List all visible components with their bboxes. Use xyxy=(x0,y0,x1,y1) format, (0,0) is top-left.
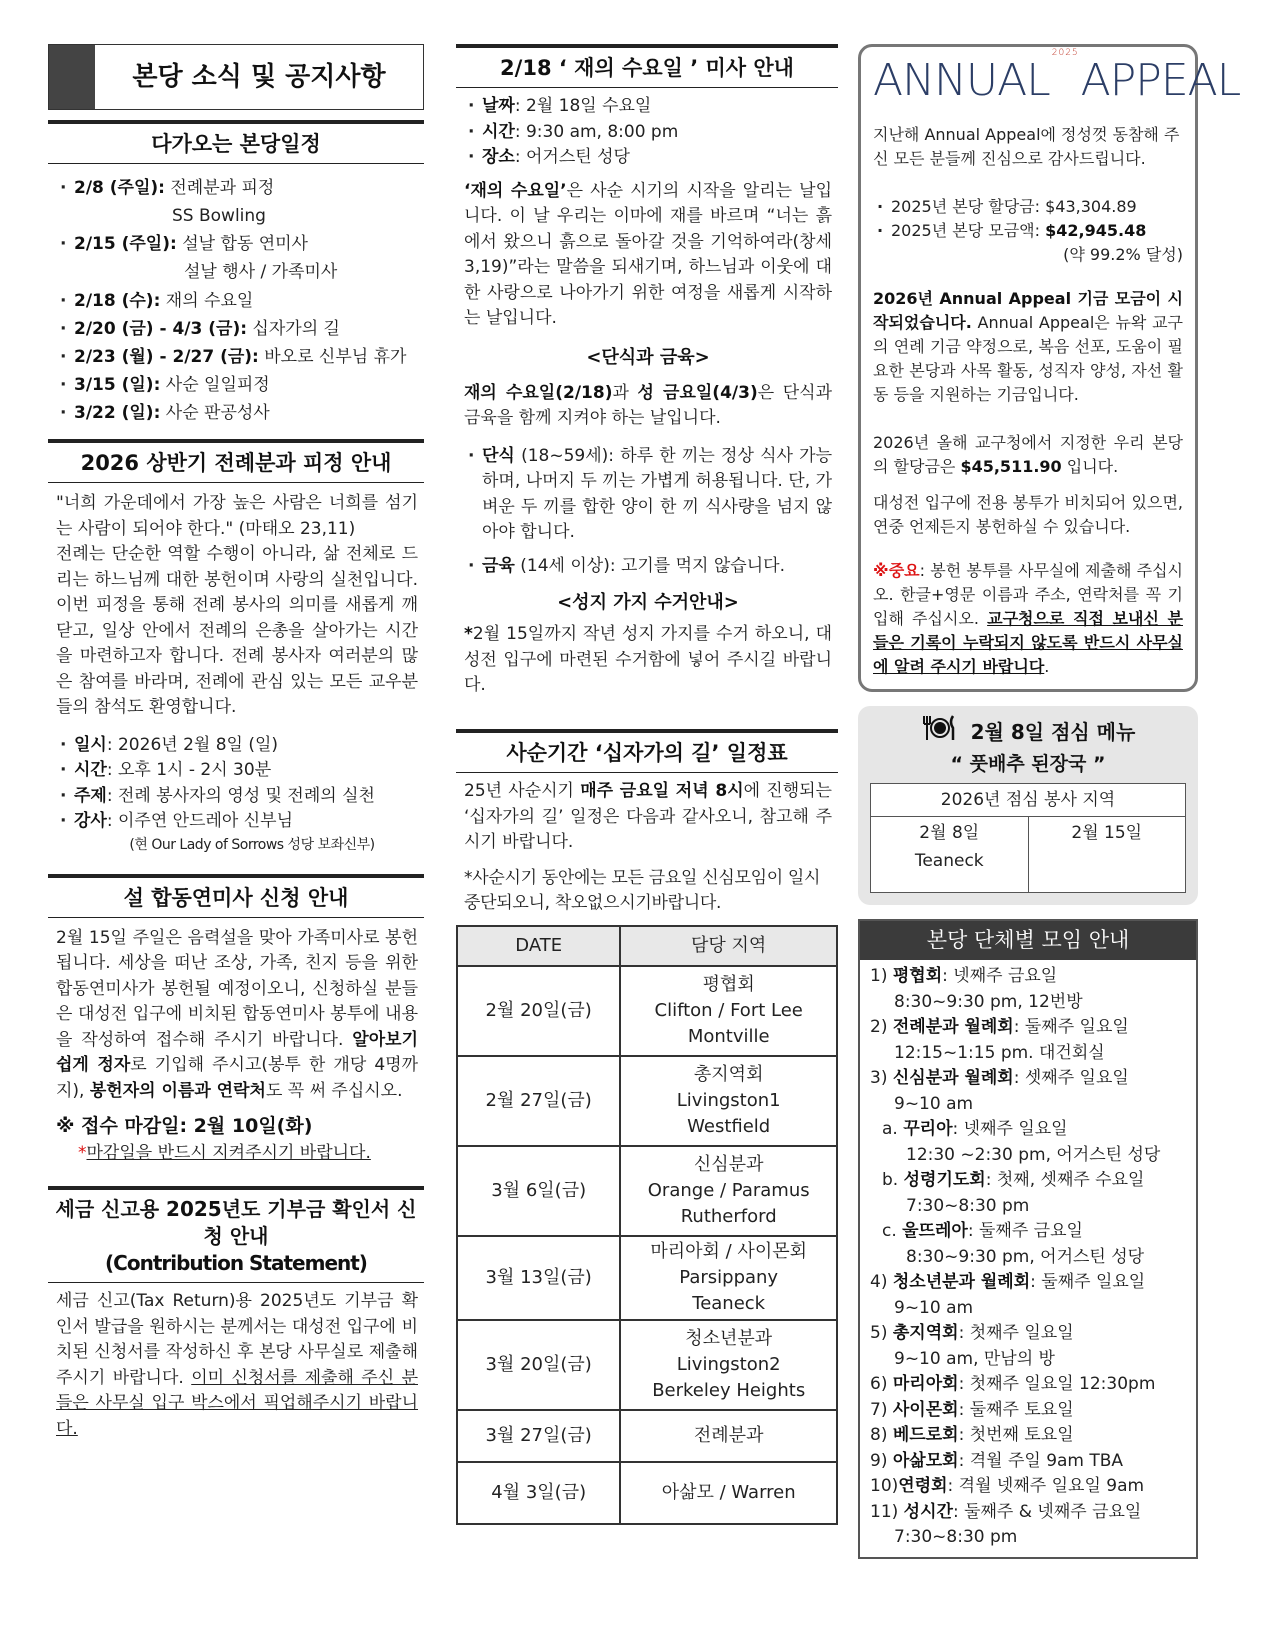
table-row xyxy=(457,1056,837,1146)
fast-intro xyxy=(464,381,832,432)
schedule-date: 2/15 (주일): xyxy=(74,234,177,255)
table-row xyxy=(457,1146,837,1236)
group-item xyxy=(870,1117,1188,1143)
detail-label: 장소 xyxy=(482,147,515,168)
deadline-note-text: 마감일을 반드시 지켜주시기 바랍니다. xyxy=(86,1142,371,1163)
logo-year: 2025 xyxy=(1051,48,1079,59)
detail-label: 시간 xyxy=(482,121,515,142)
schedule-date: 3/15 (일): xyxy=(74,374,161,395)
page-title: 본당 소식 및 공지사항 xyxy=(132,61,386,92)
fast-rules xyxy=(464,444,832,580)
main-title-box xyxy=(48,44,424,110)
list-item xyxy=(56,315,418,343)
group-number: c. xyxy=(882,1221,903,1242)
appeal-p3 xyxy=(873,431,1183,479)
appeal-p5-text: : 봉헌 봉투를 사무실에 제출해 주십시오. 한글+영문 이름과 주소, 연락처를 꼭 기입해 주십시오. xyxy=(873,561,1184,628)
ash-title: 2/18 ‘ 재의 수요일 ’ 미사 안내 xyxy=(456,44,838,88)
raised-label: 2025년 본당 모금액: xyxy=(891,221,1046,240)
area-line: 아삶모 / Warren xyxy=(661,1481,796,1503)
col-area-header: 담당 지역 xyxy=(620,926,837,966)
group-time: : 둘째주 일요일 xyxy=(1013,1017,1129,1038)
lecturer-note: (현 Our Lady of Sorrows 성당 보좌신부) xyxy=(129,836,375,853)
memorial-title: 설 합동연미사 신청 안내 xyxy=(48,874,424,918)
tax-section xyxy=(48,1186,424,1442)
row-area xyxy=(620,1410,837,1462)
group-time: : 첫째, 셋째주 수요일 xyxy=(985,1170,1145,1191)
memorial-text-1: 2월 15일 주일은 음력설을 맞아 가족미사로 봉헌됩니다. 세상을 떠난 조상, 가족, 친지 등을 위한 합동연미사가 봉헌될 예정이오니, 신청하실 분들은 대성전 입구에 비치된 합동연미사 봉투에 내용을 작성하여 접수해 주시기 바랍니다. xyxy=(56,927,418,1050)
group-item xyxy=(870,1219,1188,1245)
memorial-section xyxy=(48,874,424,1167)
group-item-detail: 12:30 ~2:30 pm, 어거스틴 성당 xyxy=(906,1144,1161,1165)
fast-title: <단식과 금육> xyxy=(586,346,710,368)
group-number: 6) xyxy=(870,1374,893,1395)
appeal-p2-text: Annual Appeal은 뉴왁 교구의 연례 기금 약정으로, 복음 선포, 도움이 필요한 본당과 사목 활동, 성직자 양성, 자선 활동 등을 지원하는 기금입니다. xyxy=(873,313,1183,404)
meat-rule xyxy=(464,554,832,580)
memorial-deadline: ※ 접수 마감일: 2월 10일(화) xyxy=(56,1115,313,1138)
appeal-p5-underline: 교구청으로 직접 보내신 분들은 기록이 누락되지 않도록 반드시 사무실에 알려 주시기 바랍니다 xyxy=(873,609,1183,676)
table-row xyxy=(457,1236,837,1320)
list-item xyxy=(56,733,418,759)
group-time: : 둘째주 & 넷째주 금요일 xyxy=(952,1501,1142,1522)
lunch-menu-box xyxy=(858,706,1198,905)
title-bar-decoration xyxy=(49,45,95,109)
area-line: Livingston1 xyxy=(676,1089,781,1111)
group-name: 성시간 xyxy=(903,1501,953,1522)
group-item xyxy=(870,1398,1188,1424)
ash-details xyxy=(464,94,832,171)
table-row xyxy=(457,966,837,1056)
group-number: 10) xyxy=(870,1476,899,1497)
service-date-1: 2월 8일 xyxy=(919,822,980,843)
service-cell-2 xyxy=(1028,816,1186,892)
ash-intro-text: 은 사순 시기의 시작을 알리는 날입니다. 이 날 우리는 이마에 재를 바르며 “너는 흙에서 왔으니 흙으로 돌아갈 것을 기억하여라(창세3,19)”라는 말씀을 되새기며, 하느님과 이웃에 대한 사랑으로 나아가기 위한 여정을 새롭게 시작하는 날입니다. xyxy=(464,180,832,329)
schedule-date: 3/22 (일): xyxy=(74,402,161,423)
memorial-bold-2: 봉헌자의 이름과 연락처 xyxy=(89,1080,266,1101)
row-area xyxy=(620,966,837,1056)
detail-label: 일시 xyxy=(74,734,107,755)
appeal-p3-text: 2026년 올해 교구청에서 지정한 우리 본당의 할당금은 xyxy=(873,433,1183,476)
group-item xyxy=(870,1423,1188,1449)
schedule-event-2: SS Bowling xyxy=(172,206,266,227)
tax-underline-text: 이미 신청서를 제출해 주신 분들은 사무실 입구 박스에서 픽업해주시기 바랍니다. xyxy=(56,1367,418,1439)
area-line: Berkeley Heights xyxy=(652,1379,806,1401)
lunch-service-table xyxy=(870,783,1186,893)
memorial-bold-1: 알아보기 쉽게 정자 xyxy=(56,1029,418,1076)
group-item-detail: 7:30~8:30 pm xyxy=(906,1195,1030,1216)
detail-value: : 2월 18일 수요일 xyxy=(514,96,652,117)
list-item xyxy=(464,94,832,120)
lunch-menu-title-text: 2월 8일 점심 메뉴 xyxy=(970,720,1136,744)
upcoming-title: 다가오는 본당일정 xyxy=(48,120,424,164)
stations-intro-bold: 매주 금요일 저녁 8시 xyxy=(580,781,744,802)
memorial-text-3: 도 꼭 써 주십시오. xyxy=(265,1080,403,1101)
asterisk: * xyxy=(78,1142,87,1163)
area-line: Clifton / Fort Lee xyxy=(654,999,803,1021)
appeal-figures xyxy=(873,195,1183,243)
group-item-detail: 9~10 am, 만남의 방 xyxy=(894,1348,1055,1369)
group-number: 1) xyxy=(870,966,893,987)
detail-value: : 이주연 안드레아 신부님 xyxy=(106,811,294,832)
stations-intro xyxy=(464,779,832,856)
list-item xyxy=(56,809,418,835)
detail-value: : 2026년 2월 8일 (일) xyxy=(106,734,279,755)
area-line: Livingston2 xyxy=(676,1353,781,1375)
row-date: 3월 20일(금) xyxy=(457,1320,620,1410)
palm-title: <성지 가지 수거안내> xyxy=(557,592,739,614)
row-area xyxy=(620,1236,837,1320)
list-item xyxy=(56,784,418,810)
schedule-event: 십자가의 길 xyxy=(252,318,340,339)
group-name: 전례분과 월례회 xyxy=(892,1017,1014,1038)
group-name: 꾸리아 xyxy=(903,1119,953,1140)
group-number: b. xyxy=(882,1170,904,1191)
raised-value: $42,945.48 xyxy=(1045,221,1147,240)
row-area xyxy=(620,1056,837,1146)
group-item-detail: 8:30~9:30 pm, 12번방 xyxy=(894,991,1083,1012)
list-item xyxy=(56,287,418,315)
schedule-date: 2/18 (수): xyxy=(74,290,161,311)
group-name: 울뜨레아 xyxy=(902,1221,968,1242)
appeal-percent: (약 99.2% 달성) xyxy=(1063,245,1183,264)
group-item xyxy=(870,1015,1188,1041)
group-item xyxy=(870,1168,1188,1194)
important-label: ※중요 xyxy=(873,561,920,580)
area-line: 총지역회 xyxy=(693,1063,764,1085)
row-date: 3월 27일(금) xyxy=(457,1410,620,1462)
palm-text: *2월 15일까지 작년 성지 가지를 수거 하오니, 대성전 입구에 마련된 수거함에 넣어 주시길 바랍니다. xyxy=(464,624,832,696)
group-time: : 격월 주일 9am TBA xyxy=(958,1450,1124,1471)
detail-value: : 9:30 am, 8:00 pm xyxy=(514,121,679,142)
table-header-row xyxy=(871,783,1186,816)
table-row xyxy=(457,1462,837,1524)
group-item xyxy=(870,964,1188,990)
schedule-event: 설날 합동 연미사 xyxy=(182,234,308,255)
row-date: 3월 6일(금) xyxy=(457,1146,620,1236)
group-item xyxy=(870,1500,1188,1526)
ash-intro-bold: ‘재의 수요일’ xyxy=(464,180,567,201)
appeal-thanks: 지난해 Annual Appeal에 정성껏 동참해 주신 모든 분들께 진심으로 감사드립니다. xyxy=(873,125,1180,168)
logo-left: ANNUAL xyxy=(873,55,1050,106)
group-item-detail: 8:30~9:30 pm, 어거스틴 성당 xyxy=(906,1246,1145,1267)
ash-section xyxy=(456,44,838,699)
appeal-p3-end: 입니다. xyxy=(1061,457,1119,476)
area-line: 청소년분과 xyxy=(685,1327,773,1349)
memorial-text-2: 로 기입해 주시고(봉투 한 개당 4명까지), xyxy=(56,1055,419,1101)
row-date: 2월 20일(금) xyxy=(457,966,620,1056)
area-line: 신심분과 xyxy=(693,1153,764,1175)
appeal-raised xyxy=(873,219,1183,243)
right-column xyxy=(858,44,1241,1559)
group-item-detail: 9~10 am xyxy=(894,1297,974,1318)
group-item-detail: 7:30~8:30 pm xyxy=(894,1527,1018,1548)
lunch-menu-title xyxy=(870,714,1186,750)
memorial-body xyxy=(56,926,418,1105)
group-time: : 첫째주 일요일 12:30pm xyxy=(958,1374,1156,1395)
dining-icon xyxy=(921,714,957,750)
area-line: Parsippany xyxy=(679,1266,779,1288)
list-item xyxy=(56,343,418,371)
table-row xyxy=(871,816,1186,892)
group-number: 9) xyxy=(870,1450,893,1471)
list-item xyxy=(56,399,418,427)
table-header-row xyxy=(457,926,837,966)
row-area xyxy=(620,1462,837,1524)
col-date-header: DATE xyxy=(457,926,620,966)
service-area-1: Teaneck xyxy=(914,850,984,871)
group-name: 마리아회 xyxy=(892,1374,959,1395)
group-item-detail: 9~10 am xyxy=(894,1093,974,1114)
row-date: 2월 27일(금) xyxy=(457,1056,620,1146)
upcoming-list xyxy=(48,164,424,426)
area-line: Orange / Paramus xyxy=(647,1179,810,1201)
row-date: 4월 3일(금) xyxy=(457,1462,620,1524)
tax-title-en: (Contribution Statement) xyxy=(105,1251,367,1276)
area-line: 전례분과 xyxy=(693,1424,764,1446)
annual-appeal-box xyxy=(858,44,1241,692)
groups-box xyxy=(858,919,1198,1559)
service-date-2: 2월 15일 xyxy=(1071,822,1143,843)
tax-title xyxy=(48,1186,424,1283)
area-line: Rutherford xyxy=(680,1205,777,1227)
group-time: : 넷째주 일요일 xyxy=(952,1119,1068,1140)
stations-section xyxy=(456,729,838,1525)
palm-body: 2월 15일까지 작년 성지 가지를 수거 하오니, 대성전 입구에 마련된 수거함에 넣어 주시길 바랍니다. xyxy=(464,624,832,696)
detail-label: 날짜 xyxy=(482,96,515,117)
group-time: : 첫째주 일요일 xyxy=(958,1323,1074,1344)
area-line: 평협회 xyxy=(702,973,755,995)
stations-title: 사순기간 ‘십자가의 길’ 일정표 xyxy=(456,729,838,773)
appeal-p4: 대성전 입구에 전용 봉투가 비치되어 있으면, 연중 언제든지 봉헌하실 수 있습니다. xyxy=(873,493,1183,536)
retreat-body: 전례는 단순한 역할 수행이 아니라, 삶 전체로 드리는 하느님께 대한 봉헌이며 사랑의 실천입니다. 이번 피정을 통해 전례 봉사의 의미를 새롭게 깨닫고, 일상 안에서 전례의 은총을 살아가는 시간을 마련하고자 합니다. 전례 봉사자 여러분의 많은 참여를 바라며, 전례에 관심 있는 모든 교우분들의 참석도 환영합니다. xyxy=(56,544,418,718)
fast-end: 은 단식과 금육을 함께 지켜야 하는 날입니다. xyxy=(464,382,833,429)
stations-table xyxy=(456,925,838,1525)
allocation-value: $43,304.89 xyxy=(1045,197,1137,216)
schedule-date: 2/23 (월) - 2/27 (금): xyxy=(74,346,259,367)
group-name: 총지역회 xyxy=(892,1323,959,1344)
list-item xyxy=(56,230,418,286)
group-name: 아삶모회 xyxy=(892,1450,959,1471)
group-item xyxy=(870,1474,1188,1500)
group-number: 4) xyxy=(870,1272,893,1293)
group-number: 2) xyxy=(870,1017,893,1038)
annual-appeal-logo xyxy=(873,48,1241,106)
service-cell-1 xyxy=(871,816,1029,892)
schedule-event: 바오로 신부님 휴가 xyxy=(264,346,407,367)
meat-label: 금육 xyxy=(482,555,515,576)
group-name: 사이몬회 xyxy=(892,1399,959,1420)
group-name: 평협회 xyxy=(892,966,943,987)
lunch-dish: “ 풋배추 된장국 ” xyxy=(950,753,1106,775)
group-time: : 첫번째 토요일 xyxy=(958,1425,1074,1446)
group-item xyxy=(870,1321,1188,1347)
meat-text: (14세 이상): 고기를 먹지 않습니다. xyxy=(514,555,785,576)
detail-value: : 어거스틴 성당 xyxy=(514,147,630,168)
schedule-event: 사순 일일피정 xyxy=(165,374,270,395)
logo-right: APPEAL xyxy=(1080,55,1241,106)
appeal-p2 xyxy=(873,287,1183,407)
group-item xyxy=(870,1372,1188,1398)
allocation-label: 2025년 본당 할당금: xyxy=(891,197,1046,216)
stations-intro-1: 25년 사순시기 xyxy=(464,781,581,802)
group-time: : 둘째주 토요일 xyxy=(958,1399,1074,1420)
detail-label: 강사 xyxy=(74,811,107,832)
group-name: 신심분과 월례회 xyxy=(892,1068,1014,1089)
appeal-p5-end: . xyxy=(1044,657,1050,676)
list-item xyxy=(464,145,832,171)
list-item xyxy=(56,371,418,399)
groups-list xyxy=(860,960,1196,1557)
schedule-event-2: 설날 행사 / 가족미사 xyxy=(184,262,338,283)
group-item-detail: 12:15~1:15 pm. 대건회실 xyxy=(894,1042,1105,1063)
fast-label: 단식 xyxy=(482,445,515,466)
group-number: 5) xyxy=(870,1323,893,1344)
appeal-p2-bold: 2026년 Annual Appeal 기금 모금이 시작되었습니다. xyxy=(873,289,1183,332)
fast-mid: 과 xyxy=(612,382,638,403)
detail-value: : 전례 봉사자의 영성 및 전례의 실천 xyxy=(106,785,375,806)
ash-intro xyxy=(464,179,832,332)
groups-title: 본당 단체별 모임 안내 xyxy=(860,921,1196,961)
upcoming-section xyxy=(48,120,424,427)
schedule-date: 2/20 (금) - 4/3 (금): xyxy=(74,318,248,339)
group-time: : 셋째주 일요일 xyxy=(1013,1068,1129,1089)
group-number: 7) xyxy=(870,1399,893,1420)
group-time: : 둘째주 일요일 xyxy=(1030,1272,1146,1293)
appeal-allocation xyxy=(873,195,1183,219)
service-table-header: 2026년 점심 봉사 지역 xyxy=(871,783,1186,816)
detail-label: 시간 xyxy=(74,760,107,781)
memorial-deadline-note xyxy=(56,1141,418,1167)
tax-text: 세금 신고(Tax Return)용 2025년도 기부금 확인서 발급을 원하시는 분께서는 대성전 입구에 비치된 신청서를 작성하신 후 본당 사무실로 제출해 주시기 바랍니다. xyxy=(56,1291,418,1388)
detail-label: 주제 xyxy=(74,785,107,806)
group-number: 8) xyxy=(870,1425,893,1446)
stations-intro-2: 에 진행되는 ‘십자가의 길’ 일정은 다음과 같사오니, 참고해 주시기 바랍니다. xyxy=(464,781,832,853)
area-line: Westfield xyxy=(687,1115,771,1137)
fast-text: (18~59세): 하루 한 끼는 정상 식사 가능하며, 나머지 두 끼는 가볍게 허용됩니다. 단, 가벼운 두 끼를 합한 양이 한 끼 식사량을 넘지 않아야 합니다. xyxy=(482,445,832,543)
table-row xyxy=(457,1320,837,1410)
list-item xyxy=(56,758,418,784)
schedule-event: 사순 판공성사 xyxy=(165,402,270,423)
group-number: 3) xyxy=(870,1068,893,1089)
appeal-p3-bold: $45,511.90 xyxy=(960,457,1062,476)
group-number: a. xyxy=(882,1119,904,1140)
retreat-quote: "너희 가운데에서 가장 높은 사람은 너희를 섬기는 사람이 되어야 한다." (마태오 23,11) xyxy=(56,493,418,539)
list-item xyxy=(464,120,832,146)
row-date: 3월 13일(금) xyxy=(457,1236,620,1320)
tax-title-ko: 세금 신고용 2025년도 기부금 확인서 신청 안내 xyxy=(55,1197,417,1249)
group-item xyxy=(870,1449,1188,1475)
group-time: : 넷째주 금요일 xyxy=(942,966,1058,987)
fast-rule xyxy=(464,444,832,546)
stations-note: *사순시기 동안에는 모든 금요일 신심모임이 일시 중단되오니, 착오없으시기바랍니다. xyxy=(464,867,821,914)
retreat-section xyxy=(48,439,424,856)
row-area xyxy=(620,1146,837,1236)
left-column xyxy=(48,44,424,1442)
retreat-details xyxy=(56,733,418,835)
stations-table-body xyxy=(457,966,837,1524)
group-number: 11) xyxy=(870,1501,904,1522)
area-line: Teaneck xyxy=(692,1292,766,1314)
group-name: 청소년분과 월례회 xyxy=(892,1272,1031,1293)
schedule-event: 전례분과 피정 xyxy=(170,178,275,199)
fast-bold-2: 성 금요일(4/3) xyxy=(637,382,758,403)
group-time: : 둘째주 금요일 xyxy=(967,1221,1083,1242)
area-line: Montville xyxy=(687,1025,770,1047)
table-row xyxy=(457,1410,837,1462)
area-line: 마리아회 / 사이몬회 xyxy=(650,1240,807,1262)
list-item xyxy=(56,174,418,230)
schedule-event: 재의 수요일 xyxy=(165,290,254,311)
group-name: 성령기도회 xyxy=(903,1170,986,1191)
row-area xyxy=(620,1320,837,1410)
group-item xyxy=(870,1270,1188,1296)
middle-column xyxy=(456,44,838,1525)
fast-bold-1: 재의 수요일(2/18) xyxy=(464,382,613,403)
group-name: 베드로회 xyxy=(892,1425,959,1446)
group-name: 연령회 xyxy=(898,1476,948,1497)
retreat-title: 2026 상반기 전례분과 피정 안내 xyxy=(48,439,424,483)
schedule-date: 2/8 (주일): xyxy=(74,178,165,199)
group-time: : 격월 넷째주 일요일 9am xyxy=(947,1476,1145,1497)
detail-value: : 오후 1시 - 2시 30분 xyxy=(106,760,272,781)
group-item xyxy=(870,1066,1188,1092)
appeal-p5 xyxy=(873,559,1183,679)
tax-body xyxy=(56,1289,418,1442)
